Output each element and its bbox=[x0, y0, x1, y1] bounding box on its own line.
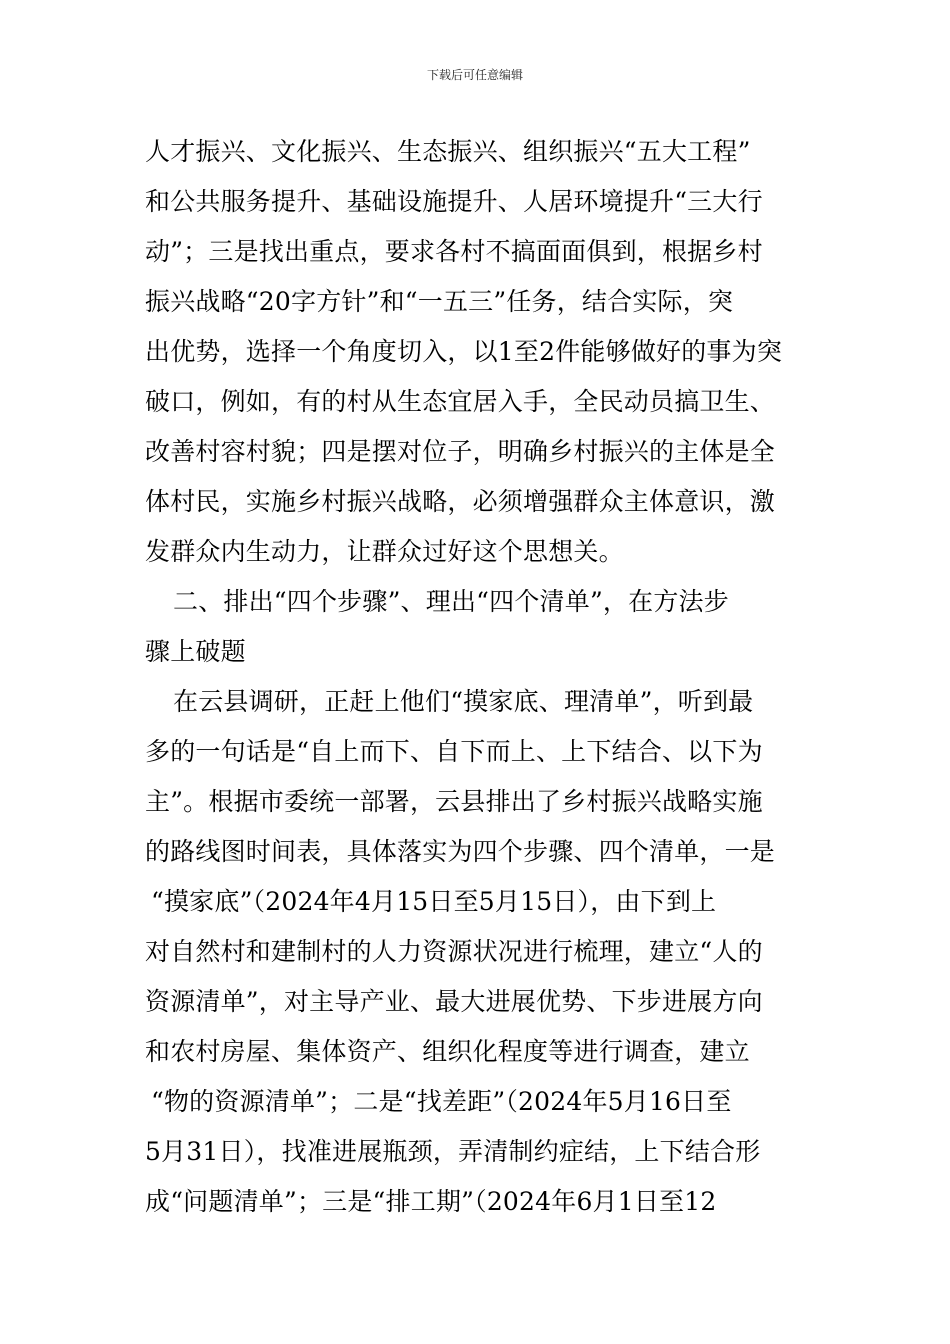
text-line: 体村民，实施乡村振兴战略，必须增强群众主体意识，激 bbox=[145, 487, 776, 516]
section-heading: 二、排出“四个步骤”、理出“四个清单”，在方法步 bbox=[173, 587, 729, 616]
text-line: “物的资源清单”；二是“找差距”（2024年5月16日至 bbox=[151, 1087, 732, 1116]
text-line: 主”。根据市委统一部署，云县排出了乡村振兴战略实施 bbox=[145, 787, 763, 816]
text-line: 发群众内生动力，让群众过好这个思想关。 bbox=[145, 537, 624, 566]
page-header: 下载后可任意编辑 bbox=[426, 68, 523, 82]
text-line: “摸家底”（2024年4月15日至5月15日），由下到上 bbox=[151, 887, 717, 916]
text-line: 破口，例如，有的村从生态宜居入手，全民动员搞卫生、 bbox=[145, 387, 776, 416]
text-line: 对自然村和建制村的人力资源状况进行梳理，建立“人的 bbox=[145, 937, 763, 966]
text-line: 资源清单”，对主导产业、最大进展优势、下步进展方向 bbox=[145, 987, 763, 1016]
document-body bbox=[145, 127, 825, 1227]
text-line: 动”；三是找出重点，要求各村不搞面面俱到，根据乡村 bbox=[145, 237, 763, 266]
section-heading-continued: 骤上破题 bbox=[145, 637, 246, 666]
text-line: 振兴战略“20字方针”和“一五三”任务，结合实际，突 bbox=[145, 287, 734, 316]
text-line: 改善村容村貌；四是摆对位子，明确乡村振兴的主体是全 bbox=[145, 437, 776, 466]
paragraph-start: 在云县调研，正赶上他们“摸家底、理清单”，听到最 bbox=[173, 687, 754, 716]
text-line: 5月31日），找准进展瓶颈，弄清制约症结，上下结合形 bbox=[145, 1137, 761, 1166]
text-line: 成“问题清单”；三是“排工期”（2024年6月1日至12 bbox=[145, 1187, 717, 1216]
text-line: 的路线图时间表，具体落实为四个步骤、四个清单，一是 bbox=[145, 837, 776, 866]
text-line: 多的一句话是“自上而下、自下而上、上下结合、以下为 bbox=[145, 737, 763, 766]
text-line: 和农村房屋、集体资产、组织化程度等进行调查，建立 bbox=[145, 1037, 750, 1066]
text-line: 和公共服务提升、基础设施提升、人居环境提升“三大行 bbox=[145, 187, 763, 216]
text-line: 出优势，选择一个角度切入，以1至2件能够做好的事为突 bbox=[145, 337, 783, 366]
text-line: 人才振兴、文化振兴、生态振兴、组织振兴“五大工程” bbox=[145, 137, 751, 166]
